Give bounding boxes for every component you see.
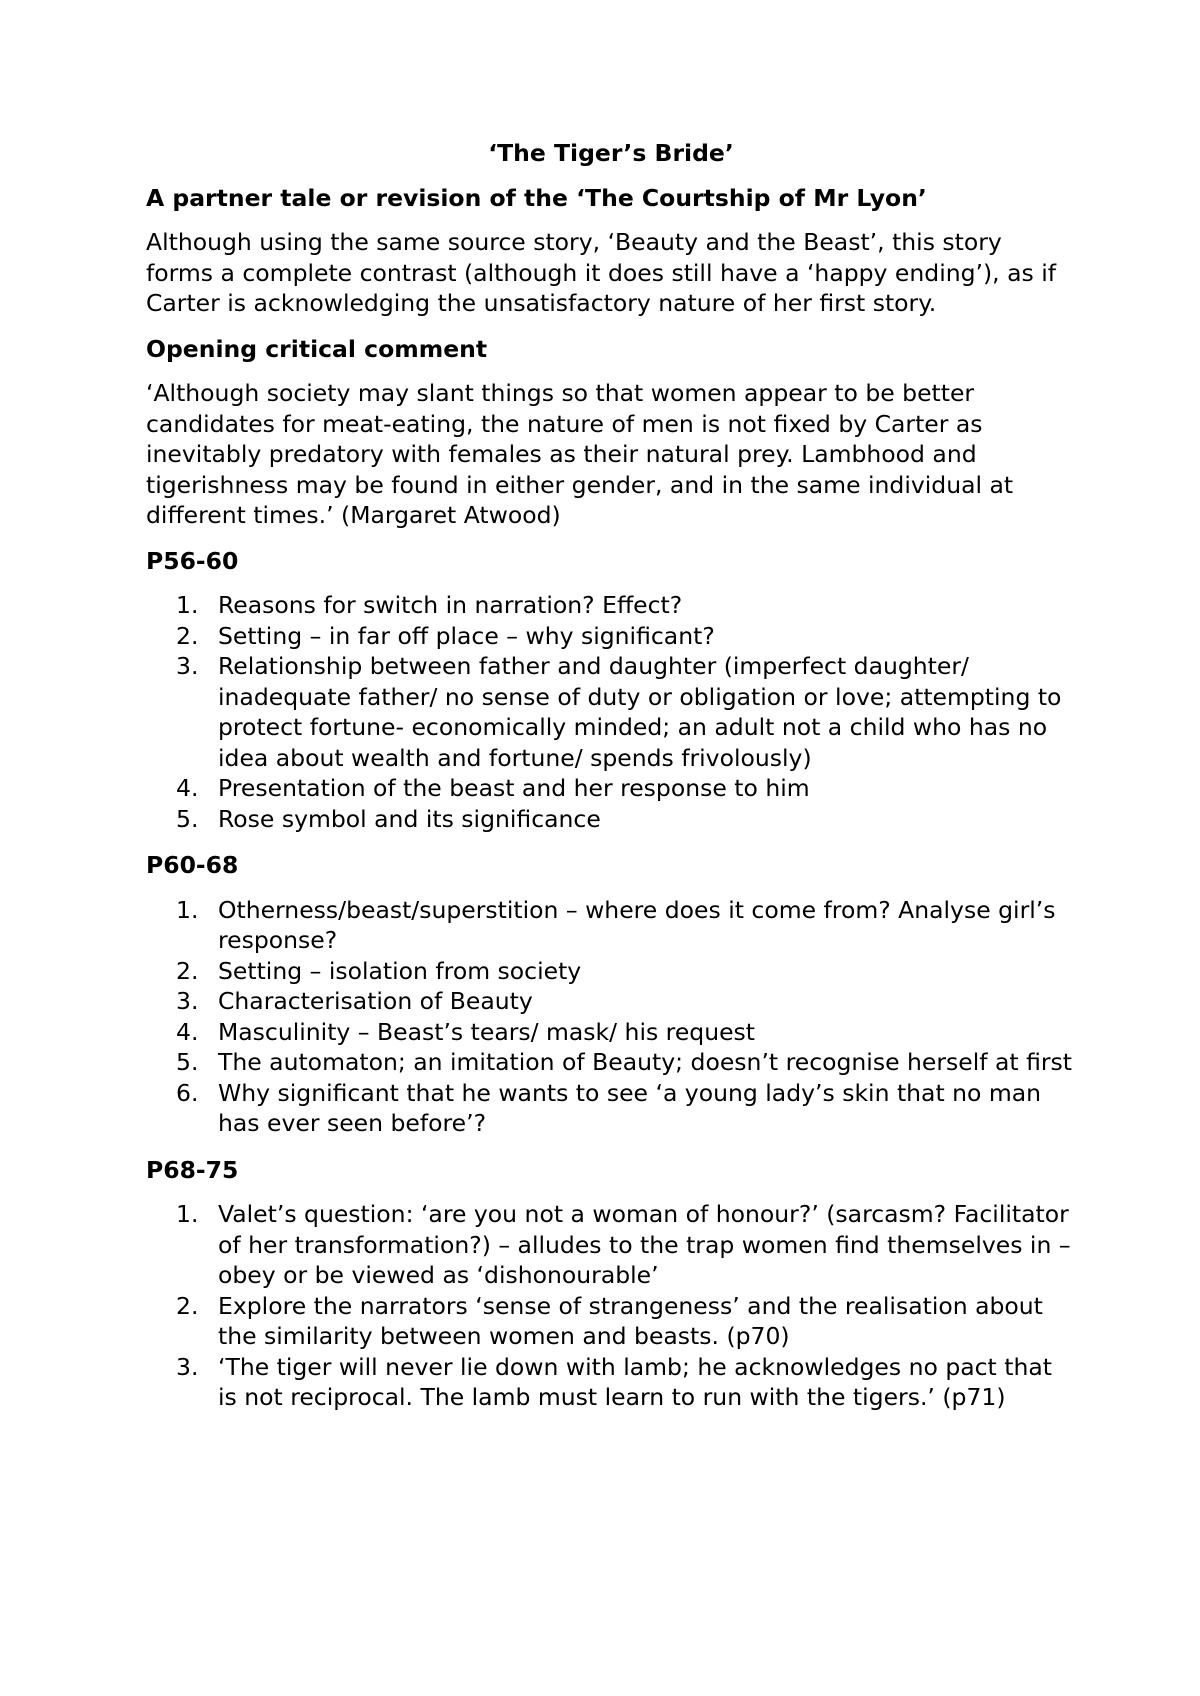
list-number: 2. [176, 621, 199, 650]
list-item-text: Rose symbol and its significance [218, 804, 601, 833]
list-item-text: Characterisation of Beauty [218, 987, 533, 1015]
question-list [146, 590, 1076, 834]
list-item [146, 986, 1076, 1017]
list-item [146, 590, 1076, 621]
list-item-text: ‘The tiger will never lie down with lamb; he acknowledges no pact that is not reciprocal. The lamb must learn to run with the tigers.’ (p71) [218, 1352, 1052, 1411]
critical-comment-heading: Opening critical comment [146, 334, 488, 363]
list-item-text: Reasons for switch in narration? Effect? [218, 591, 683, 619]
section-p56-60 [146, 546, 1076, 835]
list-item-text: Why significant that he wants to see ‘a young lady’s skin that no man has ever seen before’? [218, 1078, 1042, 1137]
section-p68-75 [146, 1155, 1076, 1413]
list-number: 5. [176, 804, 199, 833]
critical-quote-paragraph: ‘Although society may slant things so that women appear to be better candidates for meat-eating, the nature of men is not fixed by Carter as inevitably predatory with females as their natural prey. Lambhood and tigerishness may be found in either gender, and in the same individual at different times.’ (Margaret Atwood) [146, 379, 1014, 529]
section-heading: P60-68 [146, 851, 239, 879]
list-number: 1. [176, 591, 199, 619]
list-item [146, 1017, 1076, 1048]
list-number: 1. [176, 895, 199, 924]
list-item [146, 773, 1076, 804]
question-list [146, 1199, 1076, 1413]
list-item-text: Explore the narrators ‘sense of strangeness’ and the realisation about the similarity between women and beasts. (p70) [218, 1291, 1043, 1350]
question-list [146, 895, 1076, 1139]
list-number: 2. [176, 1291, 199, 1320]
section-p60-68 [146, 850, 1076, 1139]
list-number: 3. [176, 987, 199, 1015]
list-number: 4. [176, 774, 199, 802]
list-item [146, 1199, 1076, 1291]
document-title: ‘The Tiger’s Bride’ [488, 139, 734, 167]
list-item-text: Setting – in far off place – why significant? [218, 621, 715, 650]
list-item [146, 1291, 1076, 1352]
list-item [146, 804, 1076, 835]
list-item [146, 1047, 1076, 1078]
list-item-text: Presentation of the beast and her response to him [218, 774, 810, 802]
section-heading: P68-75 [146, 1155, 239, 1184]
list-number: 6. [176, 1078, 199, 1107]
list-number: 5. [176, 1048, 199, 1076]
list-number: 3. [176, 652, 199, 680]
list-item-text: Setting – isolation from society [218, 956, 582, 985]
document-page [146, 138, 1076, 1429]
list-item-text: Otherness/beast/superstition – where does it come from? Analyse girl’s response? [218, 895, 1056, 954]
list-item-text: Masculinity – Beast’s tears/ mask/ his request [218, 1017, 756, 1046]
document-subtitle: A partner tale or revision of the ‘The Courtship of Mr Lyon’ [146, 183, 927, 212]
list-item [146, 621, 1076, 652]
list-number: 2. [176, 956, 199, 985]
list-item [146, 1352, 1076, 1413]
list-item-text: Valet’s question: ‘are you not a woman of honour?’ (sarcasm? Facilitator of her transformation?) – alludes to the trap women find themselves in – obey or be viewed as ‘dishonourable’ [218, 1200, 1071, 1289]
list-number: 1. [176, 1200, 199, 1228]
list-item-text: The automaton; an imitation of Beauty; doesn’t recognise herself at first [218, 1048, 1072, 1076]
list-number: 4. [176, 1017, 199, 1046]
section-heading: P56-60 [146, 546, 239, 575]
list-item [146, 895, 1076, 956]
list-item [146, 651, 1076, 773]
list-item [146, 1078, 1076, 1139]
list-item-text: Relationship between father and daughter (imperfect daughter/ inadequate father/ no sense of duty or obligation or love; attempting to protect fortune- economically minded; an adult not a child who has no idea about wealth and fortune/ spends frivolously) [218, 652, 1062, 772]
list-number: 3. [176, 1352, 199, 1381]
list-item [146, 956, 1076, 987]
intro-paragraph: Although using the same source story, ‘Beauty and the Beast’, this story forms a complete contrast (although it does still have a ‘happy ending’), as if Carter is acknowledging the unsatisfactory nature of her first story. [146, 228, 1057, 317]
